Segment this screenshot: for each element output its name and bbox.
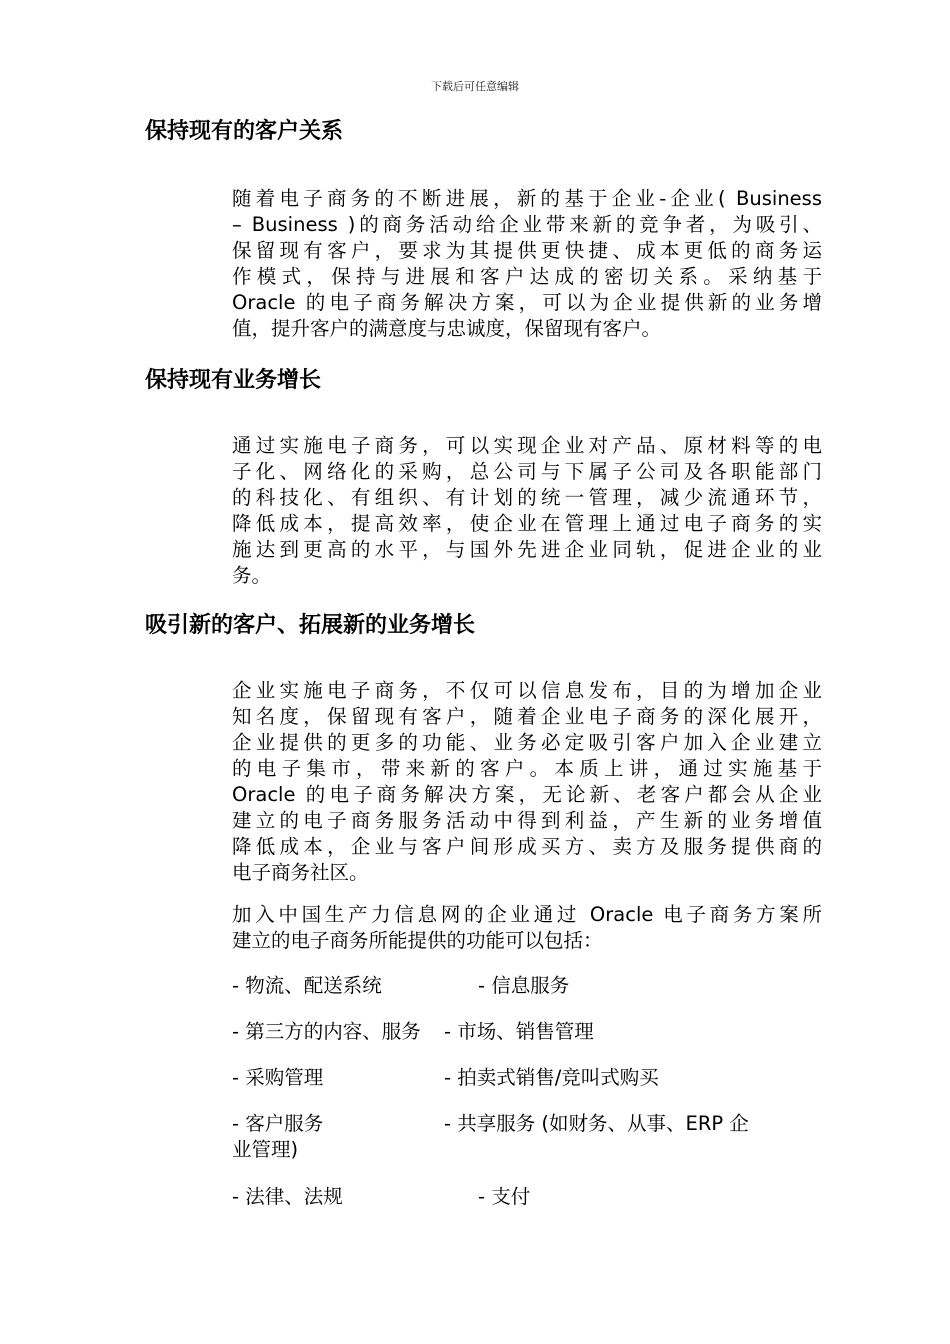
paragraph-line: 加入中国生产力信息网的企业通过 Oracle 电子商务方案所 <box>232 903 822 926</box>
paragraph-line: 知名度，保留现有客户，随着企业电子商务的深化展开， <box>232 705 822 728</box>
paragraph-line: 建立的电子商务所能提供的功能可以包括： <box>232 929 603 952</box>
feature-item: - 支付 <box>478 1185 531 1208</box>
paragraph-line: Oracle 的电子商务解决方案，无论新、老客户都会从企业 <box>232 783 822 806</box>
page-header: 下载后可任意编辑 <box>431 80 519 93</box>
paragraph-line: 作模式，保持与进展和客户达成的密切关系。采纳基于 <box>232 265 822 288</box>
paragraph-line: 企业实施电子商务，不仅可以信息发布，目的为增加企业 <box>232 679 822 702</box>
feature-item: - 共享服务 (如财务、从事、ERP 企 <box>444 1112 749 1135</box>
feature-row <box>232 1065 822 1091</box>
feature-item: - 信息服务 <box>478 974 570 997</box>
paragraph-line: 电子商务社区。 <box>232 861 369 884</box>
section-paragraph-business-growth <box>232 433 822 589</box>
intro-paragraph <box>232 902 822 954</box>
paragraph-line: 通过实施电子商务，可以实现企业对产品、原材料等的电 <box>232 434 822 457</box>
section-heading-new-customers: 吸引新的客户、拓展新的业务增长 <box>145 613 476 638</box>
feature-item: - 采购管理 <box>232 1066 324 1089</box>
paragraph-line: 降低成本，提高效率，使企业在管理上通过电子商务的实 <box>232 512 822 535</box>
feature-item: - 第三方的内容、服务 <box>232 1020 421 1043</box>
paragraph-line: 企业提供的更多的功能、业务必定吸引客户加入企业建立 <box>232 731 822 754</box>
paragraph-line: 随着电子商务的不断进展，新的基于企业-企业( Business <box>232 187 822 210</box>
paragraph-line: – Business )的商务活动给企业带来新的竞争者，为吸引、 <box>232 213 822 236</box>
feature-row <box>232 973 822 999</box>
paragraph-line: 值，提升客户的满意度与忠诚度，保留现有客户。 <box>232 317 662 340</box>
paragraph-line: 的电子集市，带来新的客户。本质上讲，通过实施基于 <box>232 757 822 780</box>
feature-item: - 客户服务 <box>232 1112 324 1135</box>
paragraph-line: 子化、网络化的采购，总公司与下属子公司及各职能部门 <box>232 460 822 483</box>
section-paragraph-new-customers <box>232 678 822 886</box>
paragraph-line: 务。 <box>232 564 272 587</box>
feature-row <box>232 1019 822 1045</box>
feature-row <box>232 1111 822 1163</box>
feature-item: - 法律、法规 <box>232 1185 343 1208</box>
section-heading-business-growth: 保持现有业务增长 <box>145 368 322 393</box>
paragraph-line: Oracle 的电子商务解决方案，可以为企业提供新的业务增 <box>232 291 822 314</box>
paragraph-line: 降低成本，企业与客户间形成买方、卖方及服务提供商的 <box>232 835 822 858</box>
paragraph-line: 的科技化、有组织、有计划的统一管理，减少流通环节， <box>232 486 822 509</box>
paragraph-line: 施达到更高的水平，与国外先进企业同轨，促进企业的业 <box>232 538 822 561</box>
feature-item: - 市场、销售管理 <box>444 1020 594 1043</box>
section-heading-customer-relations: 保持现有的客户关系 <box>145 119 344 144</box>
paragraph-line: 建立的电子商务服务活动中得到利益，产生新的业务增值 <box>232 809 822 832</box>
feature-item: - 物流、配送系统 <box>232 974 382 997</box>
feature-item-continuation: 业管理) <box>232 1138 299 1161</box>
feature-row <box>232 1184 822 1210</box>
section-paragraph-customer-relations <box>232 186 822 342</box>
paragraph-line: 保留现有客户，要求为其提供更快捷、成本更低的商务运 <box>232 239 822 262</box>
feature-item: - 拍卖式销售/竞叫式购买 <box>444 1066 659 1089</box>
